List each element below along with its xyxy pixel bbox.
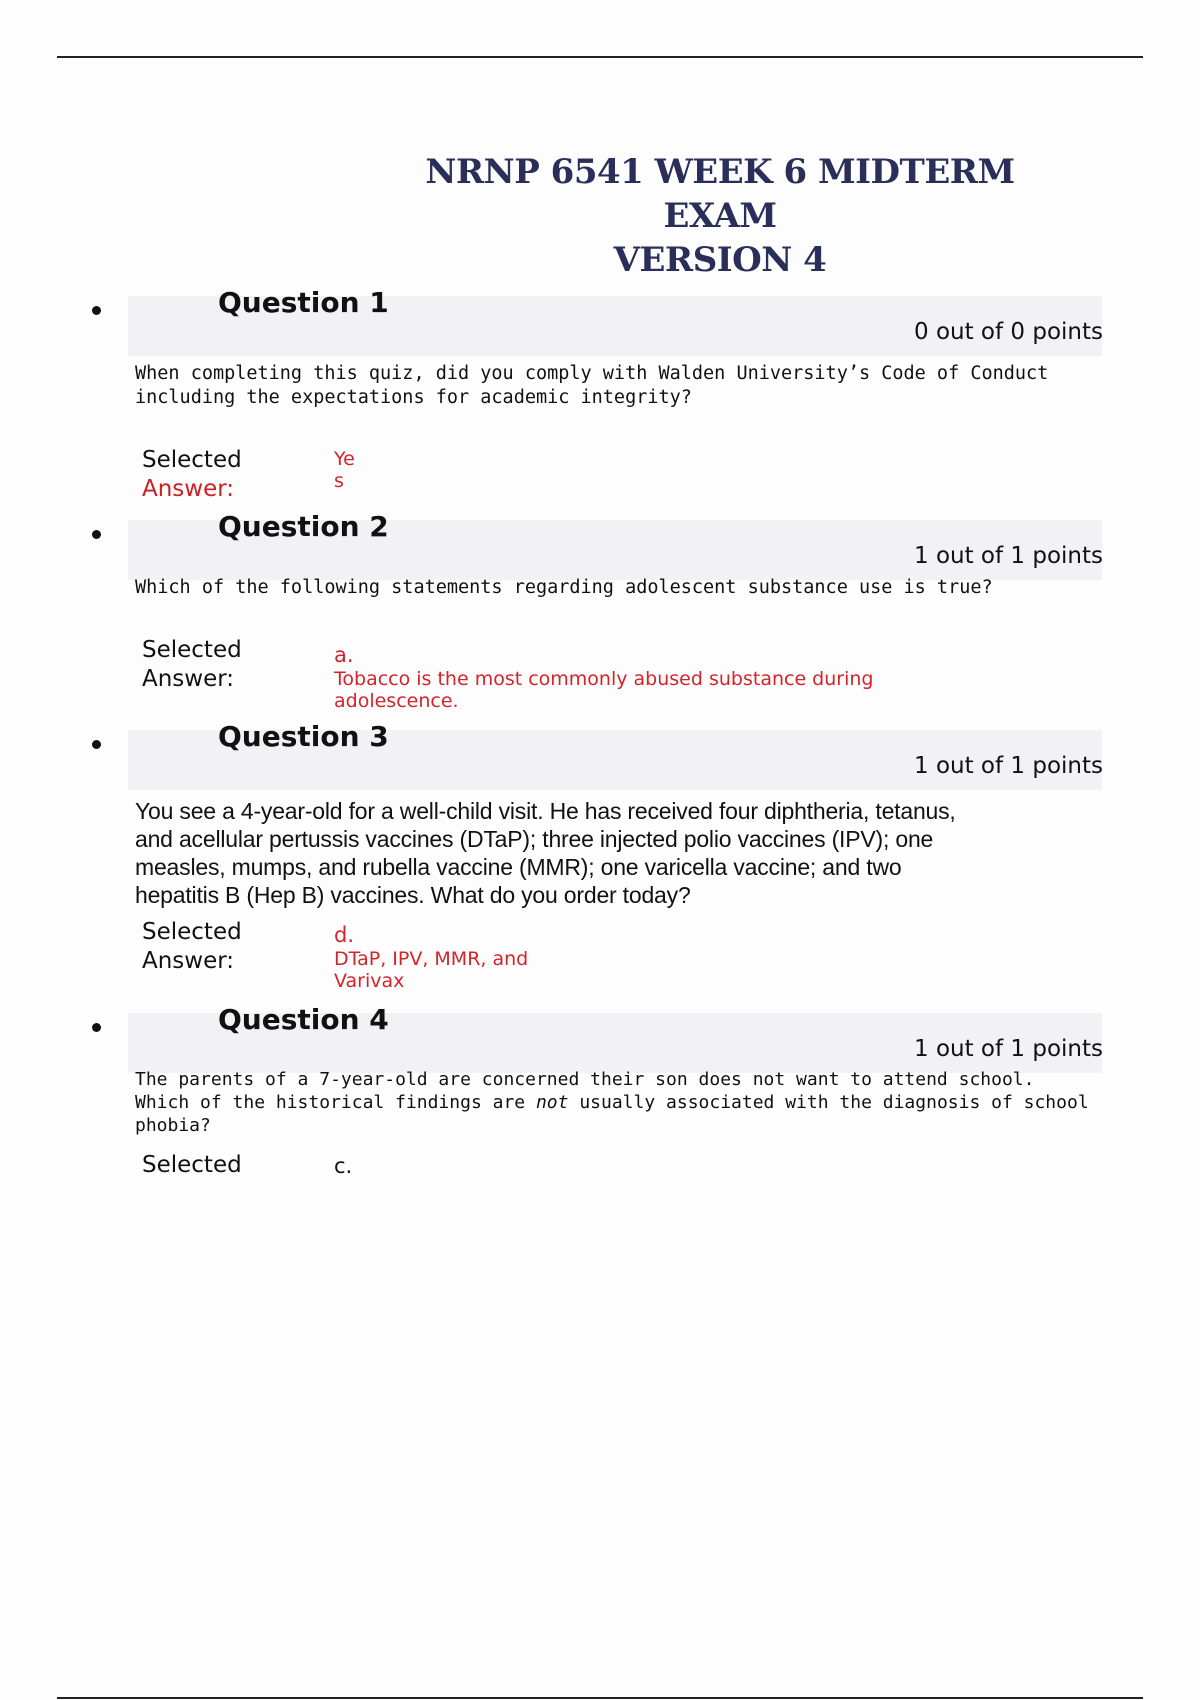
question-text: When completing this quiz, did you comply with Walden University’s Code of Conduct including the expectations for academic integrity? bbox=[135, 363, 1049, 408]
selected-answer-label: Selected bbox=[142, 1152, 242, 1178]
question-text: You see a 4-year-old for a well-child visit. He has received four diphtheria, tetanus, and acellular pertussis vaccines (DTaP); three injected polio vaccines (IPV); one measles, mumps, and rubella vaccine (MMR); one varicella vaccine; and two hepatitis B (Hep B) vaccines. What do you order today? bbox=[135, 798, 956, 908]
question-points: 1 out of 1 points bbox=[914, 543, 1103, 569]
question-points: 1 out of 1 points bbox=[914, 753, 1103, 779]
page-title bbox=[370, 150, 1070, 282]
selected-answer-label: Selected Answer: bbox=[142, 919, 242, 974]
selected-answer-label: Selected Answer: bbox=[142, 637, 242, 692]
question-text: The parents of a 7-year-old are concerned their son does not want to attend school. Which of the historical findings are not usually associated with the diagnosis of school phobia? bbox=[135, 1069, 1089, 1136]
bottom-rule bbox=[57, 1697, 1143, 1699]
question-text: Which of the following statements regarding adolescent substance use is true? bbox=[135, 577, 993, 598]
title-line-2: VERSION 4 bbox=[613, 240, 827, 280]
question-title: Question 3 bbox=[218, 720, 389, 753]
bullet-icon bbox=[92, 306, 101, 315]
bullet-icon bbox=[92, 740, 101, 749]
question-points: 1 out of 1 points bbox=[914, 1036, 1103, 1062]
question-title: Question 2 bbox=[218, 510, 389, 543]
selected-answer-value: d. DTaP, IPV, MMR, and Varivax bbox=[334, 923, 529, 992]
selected-answer-value: c. bbox=[334, 1154, 353, 1178]
question-title: Question 1 bbox=[218, 286, 389, 319]
top-rule bbox=[57, 56, 1143, 58]
bullet-icon bbox=[92, 1023, 101, 1032]
selected-answer-value: Ye s bbox=[334, 448, 355, 492]
question-points: 0 out of 0 points bbox=[914, 319, 1103, 345]
title-line-1: NRNP 6541 WEEK 6 MIDTERM EXAM bbox=[425, 152, 1015, 236]
selected-answer-label: Selected Answer: bbox=[142, 447, 242, 502]
bullet-icon bbox=[92, 530, 101, 539]
selected-answer-value: a. Tobacco is the most commonly abused substance during adolescence. bbox=[334, 643, 874, 712]
question-title: Question 4 bbox=[218, 1003, 389, 1036]
